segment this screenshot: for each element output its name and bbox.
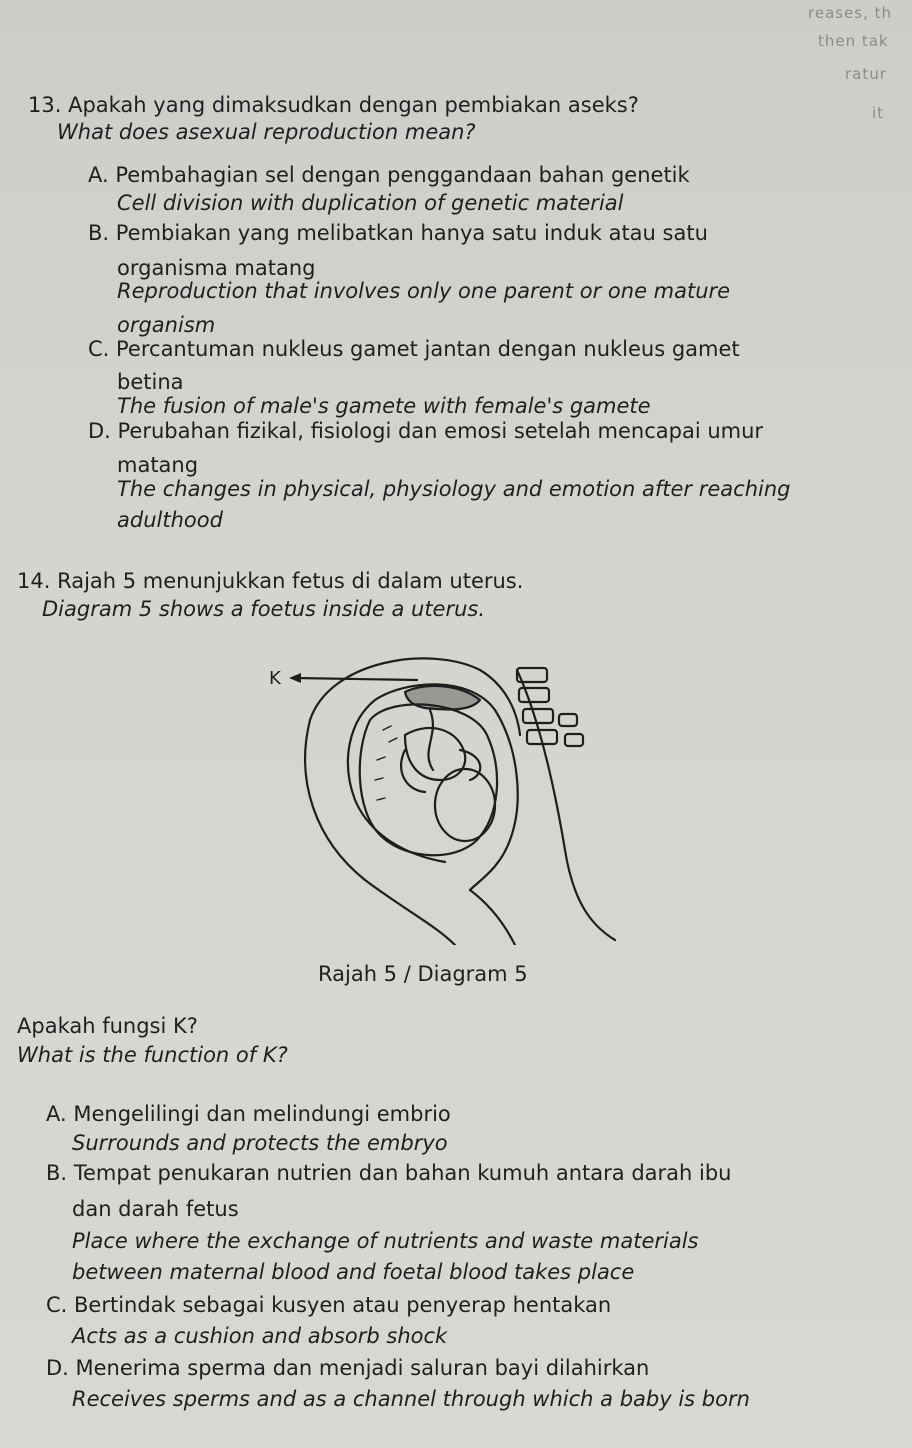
q13-option-b-ms-cont: organisma matang: [117, 256, 316, 280]
q14-option-c-en: Acts as a cushion and absorb shock: [72, 1324, 448, 1348]
q14-option-b-en: Place where the exchange of nutrients and waste materials: [72, 1229, 699, 1253]
q14-question-ms: Apakah fungsi K?: [17, 1014, 198, 1038]
vertebra: [565, 734, 583, 746]
vertebra: [519, 688, 549, 702]
q14-intro-en: Diagram 5 shows a foetus inside a uterus.: [42, 597, 486, 621]
q14-option-b-en-cont: between maternal blood and foetal blood takes place: [72, 1260, 635, 1284]
birth-canal: [470, 890, 515, 945]
q13-option-d-en: The changes in physical, physiology and emotion after reaching: [117, 477, 791, 501]
bleed-through-text: reases, th: [808, 4, 893, 22]
foetus-body: [405, 728, 465, 780]
q13-question-en: What does asexual reproduction mean?: [57, 120, 476, 144]
q14-option-a-ms: A. Mengelilingi dan melindungi embrio: [46, 1102, 451, 1126]
q13-option-c-en: The fusion of male's gamete with female's gamete: [117, 394, 651, 418]
q13-option-a-ms: A. Pembahagian sel dengan penggandaan bahan genetik: [88, 163, 690, 187]
q13-option-c-ms: C. Percantuman nukleus gamet jantan dengan nukleus gamet: [88, 337, 740, 361]
q13-option-b-en: Reproduction that involves only one parent or one mature: [117, 279, 731, 303]
q13-option-a-en: Cell division with duplication of genetic material: [117, 191, 624, 215]
q14-option-a-en: Surrounds and protects the embryo: [72, 1131, 448, 1155]
q14-option-c-ms: C. Bertindak sebagai kusyen atau penyerap hentakan: [46, 1293, 612, 1317]
q14-intro-ms: 14. Rajah 5 menunjukkan fetus di dalam uterus.: [17, 569, 524, 593]
diagram-caption: Rajah 5 / Diagram 5: [318, 962, 528, 986]
q14-option-b-ms: B. Tempat penukaran nutrien dan bahan kumuh antara darah ibu: [46, 1161, 732, 1185]
hatching: [375, 726, 397, 800]
back-outline: [517, 670, 615, 940]
q13-option-b-en-cont: organism: [117, 313, 216, 337]
bleed-through-text: then tak: [818, 32, 889, 50]
label-pointer-line: [295, 678, 417, 680]
q13-option-d-ms: D. Perubahan fizikal, fisiologi dan emosi setelah mencapai umur: [88, 419, 764, 443]
foetus-uterus-diagram: [255, 640, 625, 945]
vertebra: [559, 714, 577, 726]
q14-question-en: What is the function of K?: [17, 1043, 288, 1067]
foetus-arm: [401, 750, 425, 792]
q13-question-ms: 13. Apakah yang dimaksudkan dengan pembiakan aseks?: [28, 93, 639, 117]
umbilical-cord: [428, 710, 433, 770]
diagram-label-k: K: [269, 668, 281, 689]
bleed-through-text: ratur: [845, 65, 887, 83]
q13-option-d-ms-cont: matang: [117, 453, 199, 477]
bleed-through-text: it: [872, 104, 885, 122]
vertebra: [523, 709, 553, 723]
q14-option-d-ms: D. Menerima sperma dan menjadi saluran bayi dilahirkan: [46, 1356, 650, 1380]
q14-option-d-en: Receives sperms and as a channel through which a baby is born: [72, 1387, 750, 1411]
q13-option-c-ms-cont: betina: [117, 370, 184, 394]
pointer-arrowhead: [289, 673, 301, 683]
q13-option-b-ms: B. Pembiakan yang melibatkan hanya satu induk atau satu: [88, 221, 708, 245]
foetus-illustration: [255, 640, 625, 945]
uterus-wall-inner: [348, 700, 445, 862]
q14-option-b-ms-cont: dan darah fetus: [72, 1197, 239, 1221]
q13-option-d-en-cont: adulthood: [117, 508, 223, 532]
